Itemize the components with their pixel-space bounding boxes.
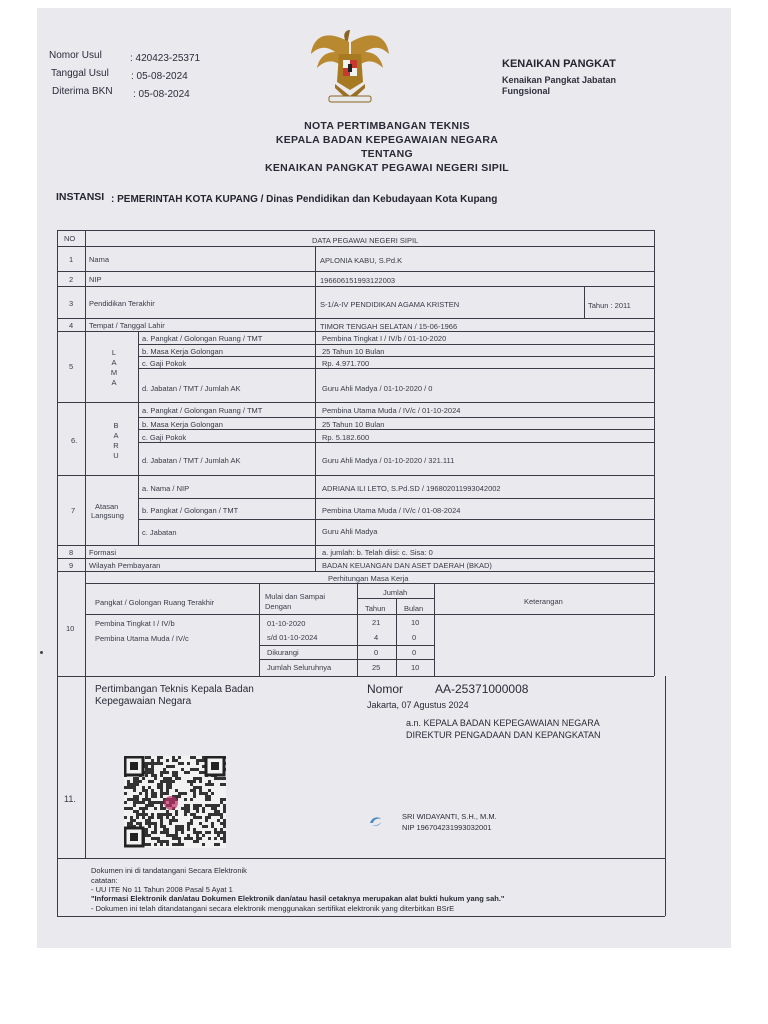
diterima-bkn-label: Diterima BKN — [52, 86, 113, 97]
row4-no: 4 — [69, 321, 74, 330]
mk-dikurangi-label: Dikurangi — [267, 648, 299, 657]
tanggal-usul-label: Tanggal Usul — [51, 68, 109, 79]
row3-no: 3 — [69, 299, 74, 308]
row5-d-value: Guru Ahli Madya / 01-10-2020 / 0 — [322, 384, 433, 393]
qr-code-icon — [124, 756, 226, 848]
col-no-header: NO — [64, 234, 76, 243]
scan-dot — [40, 651, 43, 654]
pertimbangan-line2: Kepegawaian Negara — [95, 696, 192, 707]
nomor-usul-label: Nomor Usul — [49, 50, 102, 61]
row9-no: 9 — [69, 561, 74, 570]
row3-tahun: Tahun : 2011 — [588, 301, 631, 310]
mk-row2-bulan: 0 — [412, 633, 417, 642]
row4-label: Tempat / Tanggal Lahir — [89, 321, 165, 330]
mk-dikurangi-bulan: 0 — [412, 648, 417, 657]
row4-value: TIMOR TENGAH SELATAN / 15-06-1966 — [320, 322, 458, 331]
signer-nip: NIP 196704231993032001 — [402, 823, 492, 832]
row5-a-value: Pembina Tingkat I / IV/b / 01-10-2020 — [322, 334, 447, 343]
an-line2: DIREKTUR PENGADAAN DAN KEPANGKATAN — [406, 730, 601, 740]
row5-c-label: c. Gaji Pokok — [142, 359, 187, 368]
category-title: KENAIKAN PANGKAT — [502, 58, 616, 70]
doc-title-line1: NOTA PERTIMBANGAN TEKNIS — [304, 120, 470, 132]
category-sub2: Fungsional — [502, 86, 550, 96]
col-mulai-header-2: Dengan — [265, 602, 292, 611]
row1-value: APLONIA KABU, S.Pd.K — [320, 256, 403, 265]
document-page — [37, 8, 731, 948]
row7-b-value: Pembina Utama Muda / IV/c / 01-08-2024 — [322, 506, 461, 515]
doc-title-line2: KEPALA BADAN KEPEGAWAIAN NEGARA — [275, 134, 499, 146]
row5-b-label: b. Masa Kerja Golongan — [142, 347, 223, 356]
row7-c-value: Guru Ahli Madya — [322, 527, 378, 536]
row5-group-lama: L A M A — [110, 348, 118, 387]
row6-no: 6. — [71, 436, 78, 445]
row5-a-label: a. Pangkat / Golongan Ruang / TMT — [142, 334, 263, 343]
row9-label: Wilayah Pembayaran — [89, 561, 161, 570]
nomor-usul-value: : 420423-25371 — [130, 53, 201, 64]
col-data-header: DATA PEGAWAI NEGERI SIPIL — [312, 236, 419, 245]
mk-row2-mulai: s/d 01-10-2024 — [267, 633, 318, 642]
footer-line1: Dokumen ini di tandatangani Secara Elektronik — [91, 866, 247, 875]
an-line1: a.n. KEPALA BADAN KEPEGAWAIAN NEGARA — [406, 718, 600, 728]
row7-a-value: ADRIANA ILI LETO, S.Pd.SD / 196802011993042002 — [322, 484, 501, 493]
mk-dikurangi-tahun: 0 — [374, 648, 379, 657]
pertimbangan-line1: Pertimbangan Teknis Kepala Badan — [95, 684, 254, 695]
doc-title-line4: KENAIKAN PANGKAT PEGAWAI NEGERI SIPIL — [264, 162, 510, 174]
place-date: Jakarta, 07 Agustus 2024 — [367, 700, 469, 710]
row10-no: 10 — [66, 624, 75, 633]
row9-value: BADAN KEUANGAN DAN ASET DAERAH (BKAD) — [322, 561, 492, 570]
row7-no: 7 — [71, 506, 76, 515]
row7-b-label: b. Pangkat / Golongan / TMT — [142, 506, 239, 515]
row6-b-value: 25 Tahun 10 Bulan — [322, 420, 385, 429]
footer-line3: - UU ITE No 11 Tahun 2008 Pasal 5 Ayat 1 — [91, 885, 233, 894]
signer-name: SRI WIDAYANTI, S.H., M.M. — [402, 812, 497, 821]
row7-group-langsung: Langsung — [91, 511, 124, 520]
masa-kerja-header: Perhitungan Masa Kerja — [328, 574, 409, 583]
col-tahun-header: Tahun — [365, 604, 386, 613]
mk-jumlah-bulan: 10 — [411, 663, 420, 672]
col-mulai-header-1: Mulai dan Sampai — [265, 592, 326, 601]
row6-d-value: Guru Ahli Madya / 01-10-2020 / 321.111 — [322, 456, 455, 465]
footer-line5: - Dokumen ini telah ditandatangani secara elektronik menggunakan sertifikat elektronik yang diterbitkan BSrE — [91, 904, 455, 913]
col-pangkat-header: Pangkat / Golongan Ruang Terakhir — [95, 598, 215, 607]
row3-label: Pendidikan Terakhir — [89, 299, 155, 308]
mk-row1-mulai: 01-10-2020 — [267, 619, 306, 628]
row6-d-label: d. Jabatan / TMT / Jumlah AK — [142, 456, 241, 465]
col-jumlah-header: Jumlah — [383, 588, 408, 597]
instansi-label: INSTANSI — [56, 191, 105, 203]
row6-c-label: c. Gaji Pokok — [142, 433, 187, 442]
row6-a-value: Pembina Utama Muda / IV/c / 01-10-2024 — [322, 406, 461, 415]
mk-row1-pangkat: Pembina Tingkat I / IV/b — [95, 619, 175, 628]
doc-title-line3: TENTANG — [360, 148, 414, 160]
row5-c-value: Rp. 4.971.700 — [322, 359, 370, 368]
footer-line4: "Informasi Elektronik dan/atau Dokumen Elektronik dan/atau hasil cetaknya merupakan alat bukti hukum yang sah." — [91, 894, 505, 903]
row8-no: 8 — [69, 548, 74, 557]
diterima-bkn-value: : 05-08-2024 — [133, 89, 190, 100]
esign-logo-icon — [368, 814, 384, 828]
mk-row1-tahun: 21 — [372, 618, 381, 627]
row5-d-label: d. Jabatan / TMT / Jumlah AK — [142, 384, 241, 393]
garuda-emblem-icon — [305, 24, 395, 106]
row7-c-label: c. Jabatan — [142, 528, 177, 537]
col-keterangan-header: Keterangan — [524, 597, 563, 606]
mk-jumlah-label: Jumlah Seluruhnya — [267, 663, 332, 672]
row8-value: a. jumlah: b. Telah diisi: c. Sisa: 0 — [322, 548, 433, 557]
row6-group-baru: B A R U — [113, 421, 119, 460]
row11-no: 11. — [64, 794, 76, 804]
row2-no: 2 — [69, 275, 74, 284]
mk-jumlah-tahun: 25 — [372, 663, 381, 672]
row7-a-label: a. Nama / NIP — [142, 484, 190, 493]
instansi-value: : PEMERINTAH KOTA KUPANG / Dinas Pendidikan dan Kebudayaan Kota Kupang — [111, 194, 498, 205]
category-sub1: Kenaikan Pangkat Jabatan — [502, 75, 617, 85]
row8-label: Formasi — [89, 548, 117, 557]
row1-label: Nama — [89, 255, 110, 264]
row5-no: 5 — [69, 362, 74, 371]
footer-line2: catatan: — [91, 876, 118, 885]
row6-c-value: Rp. 5.182.600 — [322, 433, 370, 442]
row5-b-value: 25 Tahun 10 Bulan — [322, 347, 385, 356]
tanggal-usul-value: : 05-08-2024 — [131, 71, 188, 82]
row7-group-atasan: Atasan — [95, 502, 119, 511]
nomor-label: Nomor — [367, 682, 404, 696]
row6-b-label: b. Masa Kerja Golongan — [142, 420, 223, 429]
row6-a-label: a. Pangkat / Golongan Ruang / TMT — [142, 406, 263, 415]
row3-value: S-1/A-IV PENDIDIKAN AGAMA KRISTEN — [320, 300, 460, 309]
mk-row2-tahun: 4 — [374, 633, 379, 642]
mk-row2-pangkat: Pembina Utama Muda / IV/c — [95, 634, 189, 643]
row2-label: NIP — [89, 275, 102, 284]
mk-row1-bulan: 10 — [411, 618, 420, 627]
col-bulan-header: Bulan — [404, 604, 424, 613]
row2-value: 196606151993122003 — [320, 276, 396, 285]
nomor-value: AA-25371000008 — [435, 682, 529, 696]
row1-no: 1 — [69, 255, 74, 264]
